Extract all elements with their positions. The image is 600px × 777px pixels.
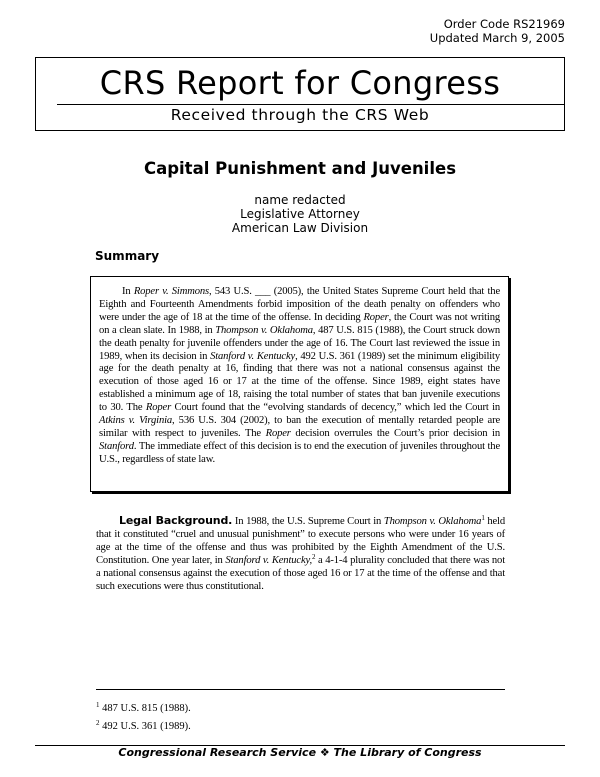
case-name: Roper v. Simmons	[133, 286, 209, 297]
case-name: Stanford v. Kentucky,	[225, 555, 312, 566]
report-banner	[35, 57, 565, 131]
footnote-ref[interactable]: 1	[481, 514, 485, 522]
updated-date: Updated March 9, 2005	[429, 31, 565, 45]
text-run: , 536 U.S. 304 (2002), to ban the execution of mentally retarded people are similar with respect to juveniles. The	[99, 415, 500, 439]
case-name: Roper	[145, 402, 172, 414]
case-name: Stanford v. Kentucky	[210, 350, 296, 362]
banner-title: CRS Report for Congress	[99, 64, 501, 102]
case-name: Thompson v. Oklahoma	[383, 516, 482, 527]
order-code: Order Code RS21969	[443, 17, 565, 31]
case-name: Stanford	[99, 440, 134, 452]
text-run: decision overrules the Court’s prior decision in	[290, 427, 501, 439]
footnote-ref[interactable]: 2	[311, 553, 316, 561]
text-run: , the Court was not writing on a clean slate. In 1988, in	[99, 311, 500, 336]
footnote-text: 492 U.S. 361 (1989).	[99, 721, 191, 732]
text-run: a 4-1-4 plurality concluded that there was not a national consensus against the execution of those aged 16 or 17 at the time of the offense and that such executions were thus constitutional.	[96, 555, 505, 592]
footnote-text: 487 U.S. 815 (1988).	[99, 703, 191, 714]
case-name: Atkins v. Virginia	[99, 415, 173, 427]
footnote	[96, 720, 191, 733]
footnote	[96, 702, 191, 715]
legal-background-heading: Legal Background.	[119, 514, 233, 527]
author-name: name redacted	[254, 193, 346, 207]
author-block	[0, 193, 600, 236]
author-role: Legislative Attorney	[240, 207, 360, 222]
page-footer: Congressional Research Service ❖ The Library of Congress	[118, 746, 482, 759]
summary-paragraph	[99, 286, 500, 467]
text-run: Court found that the “evolving standards of decency,” which led the Court in	[171, 402, 501, 414]
text-run: , 492 U.S. 361 (1989) set the minimum eligibility age for the death penalty at 16, finding that there was not a national consensus against the execution of those aged 16 or 17 at the time of the offense. Since 1989, eight states have established a minimum age of 18, raising the total number of states that ban juvenile executions to 30. The	[99, 350, 501, 414]
footnote-number: 2	[96, 719, 100, 727]
text-run: In 1988, the U.S. Supreme Court in	[232, 516, 384, 527]
legal-background-paragraph	[96, 514, 505, 593]
summary-heading: Summary	[95, 249, 160, 263]
case-name: Roper	[265, 427, 291, 439]
footnote-divider	[96, 689, 505, 690]
case-name: Thompson v. Oklahoma	[215, 324, 313, 336]
text-run: In	[122, 286, 134, 297]
document-title: Capital Punishment and Juveniles	[143, 159, 457, 178]
text-run: . The immediate effect of this decision is to end the execution of juveniles throughout the U.S., regardless of state law.	[99, 440, 500, 465]
case-name: Roper	[363, 311, 389, 323]
text-run: held that it constituted “cruel and unusual punishment” to execute persons who were under 16 years of age at the time of the offense and thus was prohibited by the Eighth Amendment of the U.S. Constitution. One year later, in	[96, 516, 505, 566]
summary-box	[90, 276, 509, 492]
banner-subtitle: Received through the CRS Web	[170, 106, 430, 124]
author-division: American Law Division	[231, 221, 369, 236]
text-run: , 543 U.S. ___ (2005), the United States Supreme Court held that the Eighth and Fourteenth Amendments forbid imposition of the death penalty on offenders who were under the age of 18 at the time of the offense. In deciding	[99, 286, 500, 323]
footnote-number: 1	[96, 701, 100, 709]
order-code-block	[430, 17, 565, 45]
text-run: , 487 U.S. 815 (1988), the Court struck down the death penalty for juvenile offenders under the age of 16. The Court last reviewed the issue in 1989, when its decision in	[99, 324, 500, 362]
